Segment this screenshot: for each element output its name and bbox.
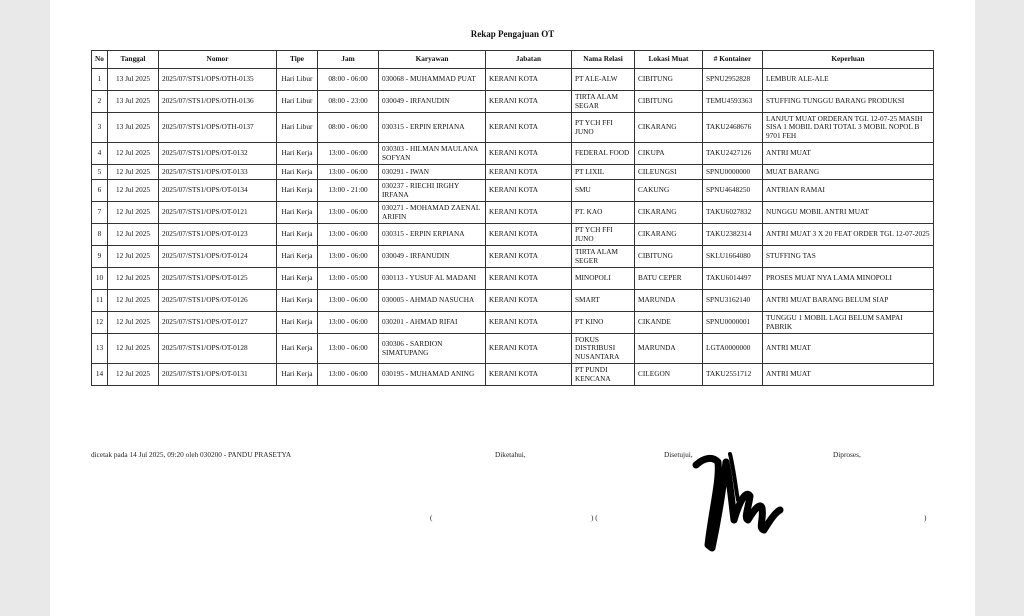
cell-lokasi: CIBITUNG xyxy=(635,91,703,113)
cell-nomor: 2025/07/STS1/OPS/OTH-0137 xyxy=(159,113,277,143)
report-title: Rekap Pengajuan OT xyxy=(470,29,555,39)
cell-no: 14 xyxy=(92,364,108,386)
table-row xyxy=(92,224,934,246)
print-info: dicetak pada 14 Jul 2025, 09:20 oleh 030200 - PANDU PRASETYA xyxy=(91,450,292,459)
col-header-keperluan: Keperluan xyxy=(763,51,934,69)
cell-keperluan: ANTRIAN RAMAI xyxy=(763,180,934,202)
cell-jam: 13:00 - 06:00 xyxy=(318,143,379,165)
table-header-row xyxy=(92,51,934,69)
cell-nomor: 2025/07/STS1/OPS/OT-0125 xyxy=(159,268,277,290)
table-row xyxy=(92,180,934,202)
cell-jabatan: KERANI KOTA xyxy=(486,180,572,202)
disetujui-label: Disetujui, xyxy=(664,450,693,459)
cell-tipe: Hari Kerja xyxy=(277,180,318,202)
cell-keperluan: ANTRI MUAT xyxy=(763,364,934,386)
cell-no: 13 xyxy=(92,334,108,364)
cell-jabatan: KERANI KOTA xyxy=(486,69,572,91)
cell-karyawan: 030005 - AHMAD NASUCHA xyxy=(379,290,486,312)
cell-jabatan: KERANI KOTA xyxy=(486,91,572,113)
cell-kontainer: TAKU2551712 xyxy=(703,364,763,386)
cell-karyawan: 030113 - YUSUF AL MADANI xyxy=(379,268,486,290)
cell-tanggal: 12 Jul 2025 xyxy=(108,202,159,224)
cell-relasi: PT YCH FFI JUNO xyxy=(572,113,635,143)
col-header-tanggal: Tanggal xyxy=(108,51,159,69)
cell-tipe: Hari Kerja xyxy=(277,290,318,312)
cell-no: 3 xyxy=(92,113,108,143)
cell-jam: 13:00 - 06:00 xyxy=(318,165,379,180)
cell-tanggal: 12 Jul 2025 xyxy=(108,180,159,202)
cell-jabatan: KERANI KOTA xyxy=(486,143,572,165)
cell-keperluan: TUNGGU 1 MOBIL LAGI BELUM SAMPAI PABRIK xyxy=(763,312,934,334)
cell-jam: 13:00 - 06:00 xyxy=(318,312,379,334)
cell-karyawan: 030306 - SARDION SIMATUPANG xyxy=(379,334,486,364)
table-row xyxy=(92,113,934,143)
cell-jabatan: KERANI KOTA xyxy=(486,312,572,334)
cell-jam: 13:00 - 06:00 xyxy=(318,364,379,386)
cell-lokasi: BATU CEPER xyxy=(635,268,703,290)
cell-karyawan: 030049 - IRFANUDIN xyxy=(379,91,486,113)
cell-karyawan: 030271 - MOHAMAD ZAENAL ARIFIN xyxy=(379,202,486,224)
cell-relasi: PT PUNDI KENCANA xyxy=(572,364,635,386)
cell-relasi: FOKUS DISTRIBUSI NUSANTARA xyxy=(572,334,635,364)
col-header-lokasi-muat: Lokasi Muat xyxy=(635,51,703,69)
cell-karyawan: 030291 - IWAN xyxy=(379,165,486,180)
cell-jabatan: KERANI KOTA xyxy=(486,202,572,224)
cell-relasi: SMART xyxy=(572,290,635,312)
cell-tipe: Hari Kerja xyxy=(277,334,318,364)
cell-jam: 13:00 - 06:00 xyxy=(318,224,379,246)
table-row xyxy=(92,165,934,180)
cell-nomor: 2025/07/STS1/OPS/OTH-0136 xyxy=(159,91,277,113)
cell-no: 10 xyxy=(92,268,108,290)
cell-jabatan: KERANI KOTA xyxy=(486,165,572,180)
signature-paren-1: ) ( xyxy=(591,513,598,522)
cell-kontainer: SPNU3162140 xyxy=(703,290,763,312)
cell-karyawan: 030303 - HILMAN MAULANA SOFYAN xyxy=(379,143,486,165)
table-row xyxy=(92,143,934,165)
cell-nomor: 2025/07/STS1/OPS/OT-0121 xyxy=(159,202,277,224)
cell-lokasi: CIKUPA xyxy=(635,143,703,165)
cell-kontainer: TAKU2382314 xyxy=(703,224,763,246)
cell-lokasi: CIKARANG xyxy=(635,202,703,224)
cell-no: 11 xyxy=(92,290,108,312)
cell-karyawan: 030049 - IRFANUDIN xyxy=(379,246,486,268)
cell-tanggal: 12 Jul 2025 xyxy=(108,268,159,290)
table-row xyxy=(92,312,934,334)
cell-keperluan: STUFFING TUNGGU BARANG PRODUKSI xyxy=(763,91,934,113)
cell-nomor: 2025/07/STS1/OPS/OT-0127 xyxy=(159,312,277,334)
cell-jam: 13:00 - 06:00 xyxy=(318,246,379,268)
cell-tipe: Hari Kerja xyxy=(277,364,318,386)
ot-table xyxy=(91,50,934,386)
cell-lokasi: MARUNDA xyxy=(635,334,703,364)
col-header-jabatan: Jabatan xyxy=(486,51,572,69)
cell-tanggal: 12 Jul 2025 xyxy=(108,246,159,268)
cell-nomor: 2025/07/STS1/OPS/OT-0128 xyxy=(159,334,277,364)
cell-no: 5 xyxy=(92,165,108,180)
signature-paren-2: ) ( xyxy=(759,513,766,522)
signature-paren-close: ) xyxy=(924,513,927,522)
cell-lokasi: CILEUNGSI xyxy=(635,165,703,180)
cell-no: 2 xyxy=(92,91,108,113)
cell-karyawan: 030195 - MUHAMAD ANING xyxy=(379,364,486,386)
col-header-no: No xyxy=(92,51,108,69)
cell-relasi: PT. KAO xyxy=(572,202,635,224)
cell-keperluan: STUFFING TAS xyxy=(763,246,934,268)
cell-keperluan: ANTRI MUAT 3 X 20 FEAT ORDER TGL 12-07-2025 xyxy=(763,224,934,246)
cell-lokasi: CIKANDE xyxy=(635,312,703,334)
table-row xyxy=(92,202,934,224)
cell-kontainer: TAKU2468676 xyxy=(703,113,763,143)
cell-keperluan: PROSES MUAT NYA LAMA MINOPOLI xyxy=(763,268,934,290)
cell-keperluan: ANTRI MUAT xyxy=(763,143,934,165)
cell-lokasi: CIBITUNG xyxy=(635,246,703,268)
cell-keperluan: ANTRI MUAT BARANG BELUM SIAP xyxy=(763,290,934,312)
cell-kontainer: SPNU2952828 xyxy=(703,69,763,91)
cell-tanggal: 13 Jul 2025 xyxy=(108,91,159,113)
cell-jabatan: KERANI KOTA xyxy=(486,246,572,268)
cell-relasi: TIRTA ALAM SEGER xyxy=(572,246,635,268)
cell-lokasi: CIBITUNG xyxy=(635,69,703,91)
cell-nomor: 2025/07/STS1/OPS/OT-0123 xyxy=(159,224,277,246)
signature-paren-open: ( xyxy=(430,513,433,522)
cell-keperluan: ANTRI MUAT xyxy=(763,334,934,364)
cell-tipe: Hari Kerja xyxy=(277,268,318,290)
cell-karyawan: 030068 - MUHAMMAD PUAT xyxy=(379,69,486,91)
table-row xyxy=(92,69,934,91)
cell-kontainer: TAKU6014497 xyxy=(703,268,763,290)
cell-nomor: 2025/07/STS1/OPS/OT-0124 xyxy=(159,246,277,268)
cell-keperluan: NUNGGU MOBIL ANTRI MUAT xyxy=(763,202,934,224)
table-row xyxy=(92,290,934,312)
cell-lokasi: CILEGON xyxy=(635,364,703,386)
cell-relasi: MINOPOLI xyxy=(572,268,635,290)
cell-karyawan: 030315 - ERPIN ERPIANA xyxy=(379,113,486,143)
cell-relasi: SMU xyxy=(572,180,635,202)
cell-jabatan: KERANI KOTA xyxy=(486,113,572,143)
cell-tipe: Hari Libur xyxy=(277,69,318,91)
cell-kontainer: SPNU0000001 xyxy=(703,312,763,334)
cell-kontainer: SKLU1664080 xyxy=(703,246,763,268)
table-row xyxy=(92,364,934,386)
document-page xyxy=(50,0,975,616)
cell-kontainer: TEMU4593363 xyxy=(703,91,763,113)
cell-jabatan: KERANI KOTA xyxy=(486,224,572,246)
col-header-jam: Jam xyxy=(318,51,379,69)
cell-tanggal: 12 Jul 2025 xyxy=(108,224,159,246)
cell-tipe: Hari Kerja xyxy=(277,246,318,268)
cell-tanggal: 12 Jul 2025 xyxy=(108,290,159,312)
cell-lokasi: MARUNDA xyxy=(635,290,703,312)
cell-lokasi: CIKARANG xyxy=(635,224,703,246)
cell-tipe: Hari Kerja xyxy=(277,224,318,246)
table-row xyxy=(92,268,934,290)
diketahui-label: Diketahui, xyxy=(495,450,526,459)
handwritten-signature xyxy=(690,450,790,558)
diproses-label: Diproses, xyxy=(833,450,861,459)
cell-tanggal: 13 Jul 2025 xyxy=(108,113,159,143)
cell-jam: 08:00 - 23:00 xyxy=(318,91,379,113)
cell-jabatan: KERANI KOTA xyxy=(486,268,572,290)
cell-lokasi: CAKUNG xyxy=(635,180,703,202)
cell-jabatan: KERANI KOTA xyxy=(486,334,572,364)
cell-no: 7 xyxy=(92,202,108,224)
cell-karyawan: 030237 - RIECHI IRGHY IRFANA xyxy=(379,180,486,202)
cell-relasi: PT LIXIL xyxy=(572,165,635,180)
cell-tipe: Hari Libur xyxy=(277,91,318,113)
col-header-kontainer: # Kontainer xyxy=(703,51,763,69)
cell-nomor: 2025/07/STS1/OPS/OT-0131 xyxy=(159,364,277,386)
cell-karyawan: 030315 - ERPIN ERPIANA xyxy=(379,224,486,246)
cell-keperluan: LEMBUR ALE-ALE xyxy=(763,69,934,91)
cell-jam: 13:00 - 05:00 xyxy=(318,268,379,290)
cell-relasi: PT ALE-ALW xyxy=(572,69,635,91)
cell-relasi: FEDERAL FOOD xyxy=(572,143,635,165)
cell-nomor: 2025/07/STS1/OPS/OT-0126 xyxy=(159,290,277,312)
table-row xyxy=(92,246,934,268)
cell-keperluan: LANJUT MUAT ORDERAN TGL 12-07-25 MASIH SISA 1 MOBIL DARI TOTAL 3 MOBIL NOPOL B 9701 FEH xyxy=(763,113,934,143)
table-row xyxy=(92,334,934,364)
cell-relasi: TIRTA ALAM SEGAR xyxy=(572,91,635,113)
cell-jam: 13:00 - 06:00 xyxy=(318,334,379,364)
cell-tanggal: 12 Jul 2025 xyxy=(108,312,159,334)
cell-no: 8 xyxy=(92,224,108,246)
cell-jam: 08:00 - 06:00 xyxy=(318,113,379,143)
cell-jabatan: KERANI KOTA xyxy=(486,290,572,312)
cell-kontainer: LGTA0000000 xyxy=(703,334,763,364)
cell-lokasi: CIKARANG xyxy=(635,113,703,143)
cell-no: 1 xyxy=(92,69,108,91)
cell-no: 6 xyxy=(92,180,108,202)
cell-kontainer: TAKU6027832 xyxy=(703,202,763,224)
cell-tipe: Hari Libur xyxy=(277,113,318,143)
cell-relasi: PT YCH FFI JUNO xyxy=(572,224,635,246)
cell-kontainer: SPNU4648250 xyxy=(703,180,763,202)
cell-keperluan: MUAT BARANG xyxy=(763,165,934,180)
cell-no: 9 xyxy=(92,246,108,268)
cell-karyawan: 030201 - AHMAD RIFAI xyxy=(379,312,486,334)
cell-tipe: Hari Kerja xyxy=(277,202,318,224)
cell-tanggal: 12 Jul 2025 xyxy=(108,165,159,180)
cell-jam: 13:00 - 06:00 xyxy=(318,290,379,312)
cell-nomor: 2025/07/STS1/OPS/OT-0134 xyxy=(159,180,277,202)
cell-tanggal: 12 Jul 2025 xyxy=(108,364,159,386)
cell-jam: 13:00 - 21:00 xyxy=(318,180,379,202)
cell-jabatan: KERANI KOTA xyxy=(486,364,572,386)
cell-tipe: Hari Kerja xyxy=(277,165,318,180)
cell-tanggal: 13 Jul 2025 xyxy=(108,69,159,91)
cell-nomor: 2025/07/STS1/OPS/OT-0133 xyxy=(159,165,277,180)
cell-nomor: 2025/07/STS1/OPS/OTH-0135 xyxy=(159,69,277,91)
col-header-nama-relasi: Nama Relasi xyxy=(572,51,635,69)
cell-nomor: 2025/07/STS1/OPS/OT-0132 xyxy=(159,143,277,165)
col-header-tipe: Tipe xyxy=(277,51,318,69)
cell-tipe: Hari Kerja xyxy=(277,312,318,334)
cell-kontainer: SPNU0000000 xyxy=(703,165,763,180)
cell-tipe: Hari Kerja xyxy=(277,143,318,165)
cell-jam: 08:00 - 06:00 xyxy=(318,69,379,91)
cell-no: 4 xyxy=(92,143,108,165)
cell-tanggal: 12 Jul 2025 xyxy=(108,143,159,165)
table-row xyxy=(92,91,934,113)
cell-tanggal: 12 Jul 2025 xyxy=(108,334,159,364)
col-header-karyawan: Karyawan xyxy=(379,51,486,69)
cell-relasi: PT KINO xyxy=(572,312,635,334)
cell-jam: 13:00 - 06:00 xyxy=(318,202,379,224)
col-header-nomor: Nomor xyxy=(159,51,277,69)
cell-kontainer: TAKU2427126 xyxy=(703,143,763,165)
cell-no: 12 xyxy=(92,312,108,334)
